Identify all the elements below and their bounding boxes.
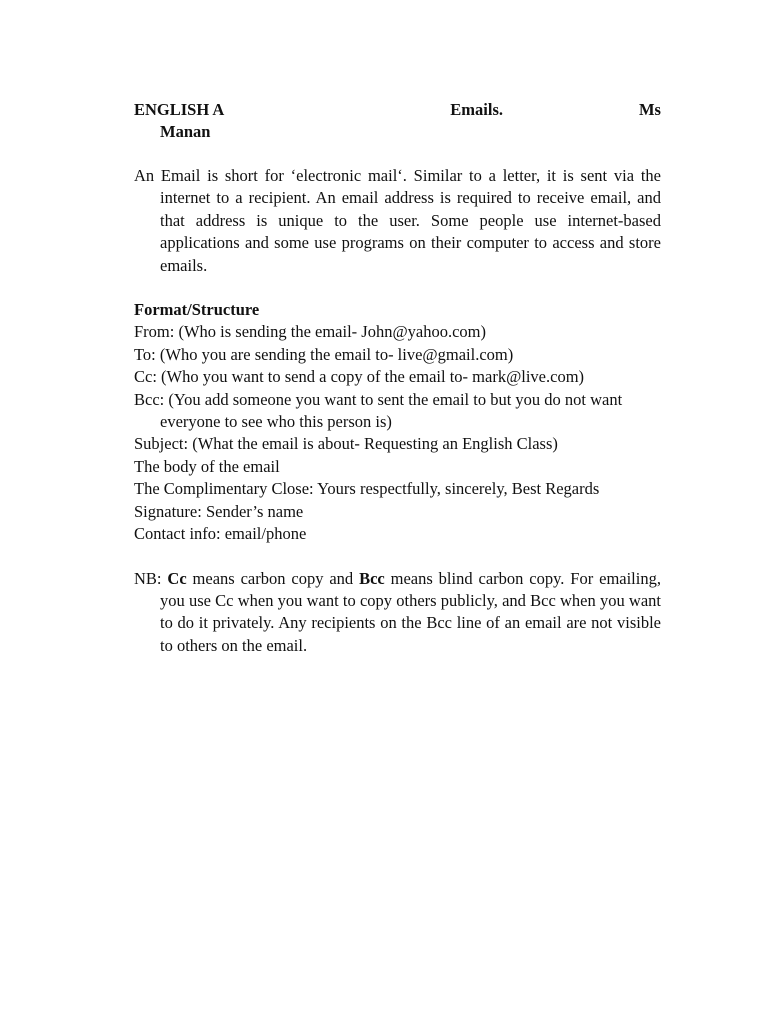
format-close: The Complimentary Close: Yours respectfully, sincerely, Best Regards xyxy=(134,479,600,499)
header-subject: ENGLISH A xyxy=(134,100,225,119)
format-cc: Cc: (Who you want to send a copy of the email to- mark@live.com) xyxy=(134,367,585,387)
format-title: Format/Structure xyxy=(134,300,260,320)
note-rest: means blind carbon copy. For emailing, you use Cc when you want to copy others publicly, and Bcc when you want to do it privately. Any recipients on the Bcc line of an email are not visible to others on the email. xyxy=(160,568,661,655)
format-to: To: (Who you are sending the email to- live@gmail.com) xyxy=(134,344,514,364)
note-mid: means carbon copy and xyxy=(186,568,360,588)
format-contact: Contact info: email/phone xyxy=(134,524,307,544)
format-bcc: Bcc: (You add someone you want to sent the email to but you do not want everyone to see who this person is) xyxy=(134,389,623,432)
format-from: From: (Who is sending the email- John@yahoo.com) xyxy=(134,322,487,342)
document-page xyxy=(134,99,661,657)
format-subject: Subject: (What the email is about- Requesting an English Class) xyxy=(134,434,558,454)
note-cc-term: Cc xyxy=(167,568,187,588)
intro-paragraph: An Email is short for ‘electronic mail‘. Similar to a letter, it is sent via the internet to a recipient. An email address is required to receive email, and that address is unique to the user. Some people use internet-based applications and some use programs on their computer to access and store emails. xyxy=(134,166,661,275)
header-teacher-name: Manan xyxy=(160,122,211,141)
note-bcc-term: Bcc xyxy=(359,568,385,588)
note-paragraph xyxy=(134,568,661,658)
header-topic: Emails. xyxy=(450,100,504,119)
header-teacher-title: Ms xyxy=(638,100,661,119)
note-prefix: NB: xyxy=(134,568,168,588)
format-body: The body of the email xyxy=(134,456,280,476)
document-header xyxy=(134,99,661,121)
format-signature: Signature: Sender’s name xyxy=(134,501,304,521)
